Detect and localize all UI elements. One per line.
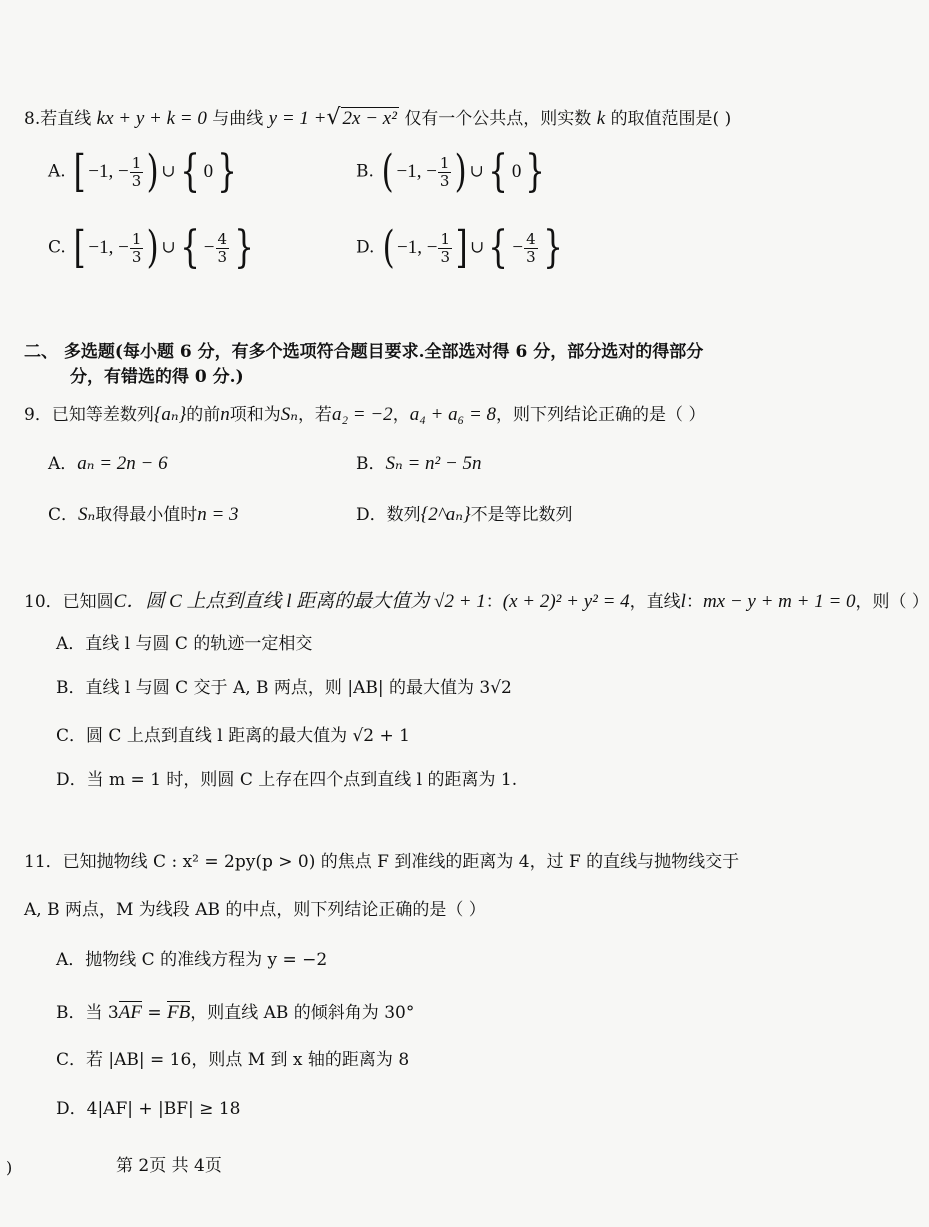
q8-option-c [48, 222, 258, 273]
q9-option-a [48, 452, 168, 476]
q8-b-zero: 0 [511, 161, 522, 183]
q10-colon-2: ： [685, 592, 703, 612]
q8-b-fraction [438, 155, 452, 189]
right-brace-icon: } [234, 222, 254, 273]
right-paren-icon: ) [146, 146, 159, 197]
q10-stem [24, 590, 929, 614]
q9-option-c-label: C． [48, 505, 79, 525]
left-paren-icon: ( [382, 222, 395, 273]
q8-option-b-label: B. [356, 161, 374, 182]
q11-option-b-pre: B．当 3 [56, 1003, 119, 1023]
q8-stem-prefix: 8.若直线 [24, 109, 92, 129]
q10-stem-a: 10．已知圆 [24, 592, 114, 612]
q9-option-b-math: Sₙ = n² − 5n [385, 453, 482, 474]
q9-option-a-math: aₙ = 2n − 6 [77, 453, 168, 474]
sqrt-sign-icon: √ [326, 105, 341, 130]
q8-a-numerator: 1 [131, 154, 142, 172]
q8-d-numerator2: 4 [526, 230, 536, 248]
q8-option-a-label: A. [48, 161, 66, 182]
q8-stem [24, 104, 731, 132]
section2-heading: 二、 多选题(每小题 6 分，有多个选项符合题目要求.全部选对得 6 分，部分选对的得部分 [24, 342, 704, 362]
union-icon: ∪ [161, 237, 176, 258]
q11-vector-fb: FB [167, 1002, 191, 1023]
q8-d-fraction2 [524, 231, 538, 265]
q8-d-fraction [438, 231, 452, 265]
q9-option-d [356, 503, 573, 527]
q9-option-d-text2: 不是等比数列 [470, 505, 573, 525]
q8-d-denominator2: 3 [526, 247, 536, 266]
q11-option-a: A．抛物线 C 的准线方程为 y = −2 [56, 950, 328, 970]
right-brace-icon: } [217, 146, 237, 197]
union-icon: ∪ [470, 237, 485, 258]
q10-line-name: l [680, 591, 686, 612]
q9-option-c [48, 503, 239, 527]
q9-option-c-text: 取得最小值时 [95, 505, 198, 525]
q8-mid-text: 与曲线 [212, 109, 264, 129]
q11-stem-line1: 11．已知抛物线 C : x² = 2py(p > 0) 的焦点 F 到准线的距离为 4，过 F 的直线与抛物线交于 [24, 852, 740, 872]
page-number: 第 2页 共 4页 [116, 1156, 222, 1176]
left-paren-icon: ( [381, 146, 394, 197]
q11-vector-af: AF [118, 1002, 142, 1023]
q10-line-equation: mx − y + m + 1 = 0 [702, 591, 856, 612]
q11-stem-line2: A, B 两点，M 为线段 AB 的中点，则下列结论正确的是（ ） [24, 900, 486, 920]
q8-a-fraction [130, 155, 144, 189]
q9-stem-b: 的前 [186, 405, 221, 425]
q9-stem-a: 9．已知等差数列 [24, 405, 154, 425]
q8-c-fraction [130, 231, 144, 265]
q8-a-zero: 0 [203, 161, 214, 183]
q8-stem-suffix: 仅有一个公共点，则实数 [404, 109, 592, 129]
q8-line-equation: kx + y + k = 0 [96, 108, 207, 129]
q8-c-minus: − [203, 237, 215, 259]
q8-d-minus: − [512, 237, 524, 259]
q8-option-d [356, 222, 567, 273]
q10-option-b: B．直线 l 与圆 C 交于 A, B 两点，则 |AB| 的最大值为 3√2 [56, 678, 512, 698]
q8-k: k [596, 108, 606, 129]
q8-curve-radicand: 2x − x² [342, 108, 397, 129]
right-bracket-icon: ] [455, 222, 468, 273]
q9-stem-d: ，若 [297, 405, 332, 425]
q10-option-a: A．直线 l 与圆 C 的轨迹一定相交 [56, 634, 313, 654]
q8-b-numerator: 1 [439, 154, 450, 172]
q8-option-a [48, 146, 241, 197]
left-bracket-icon: [ [73, 222, 86, 273]
q9-condition-2: a₄ + a₆ = 8 [409, 404, 497, 425]
q9-option-d-label: D． [356, 505, 387, 525]
left-brace-icon: { [488, 146, 508, 197]
q11-option-d: D．4|AF| + |BF| ≥ 18 [56, 1099, 241, 1119]
q9-option-c-math: n = 3 [197, 504, 239, 525]
q9-stem [24, 403, 705, 427]
q10-colon: ： [485, 592, 503, 612]
q8-c-fraction2 [216, 231, 230, 265]
q10-circle-name: C．圆 C 上点到直线 l 距离的最大值为 √2 + 1 [113, 591, 486, 612]
q10-stem-c: ，则（ ） [855, 592, 929, 612]
right-brace-icon: } [542, 222, 563, 273]
q8-c-numerator2: 4 [217, 230, 228, 248]
q11-option-b [56, 1001, 414, 1025]
q8-option-d-label: D. [356, 237, 375, 258]
q8-d-denominator: 3 [440, 247, 450, 266]
q11-option-b-post: ，则直线 AB 的倾斜角为 30° [190, 1003, 415, 1023]
q10-stem-b: ，直线 [629, 592, 681, 612]
q8-c-denominator2: 3 [217, 247, 228, 266]
q8-option-c-label: C. [48, 237, 66, 258]
q8-c-interval-start: −1, − [88, 237, 129, 259]
left-brace-icon: { [488, 222, 509, 273]
q8-b-interval-start: −1, − [396, 161, 437, 183]
q8-option-b [356, 146, 549, 197]
q8-c-numerator: 1 [131, 230, 142, 248]
q9-sequence: {aₙ} [153, 404, 187, 425]
q9-option-d-math: {2^aₙ} [420, 504, 471, 525]
q10-option-d: D．当 m = 1 时，则圆 C 上存在四个点到直线 l 的距离为 1. [56, 770, 518, 790]
q8-c-denominator: 3 [131, 247, 142, 266]
q9-option-d-text1: 数列 [386, 505, 421, 525]
right-paren-icon: ) [146, 222, 159, 273]
q9-stem-e: ，则下列结论正确的是（ ） [496, 405, 706, 425]
q9-option-b [356, 452, 482, 476]
q10-option-c: C．圆 C 上点到直线 l 距离的最大值为 √2 + 1 [56, 726, 410, 746]
right-paren-icon: ) [455, 146, 468, 197]
q9-n: n [220, 404, 230, 425]
union-icon: ∪ [469, 161, 484, 182]
q9-stem-c: 项和为 [229, 405, 281, 425]
section2-heading-cont: 分，有错选的得 0 分.) [70, 367, 244, 387]
q8-d-interval-start: −1, − [397, 237, 438, 259]
q8-d-numerator: 1 [440, 230, 450, 248]
left-bracket-icon: [ [73, 146, 86, 197]
q11-option-c: C．若 |AB| = 16，则点 M 到 x 轴的距离为 8 [56, 1050, 410, 1070]
q8-b-denominator: 3 [439, 171, 450, 190]
q8-a-denominator: 3 [131, 171, 142, 190]
left-brace-icon: { [179, 222, 200, 273]
q9-separator: ， [392, 405, 410, 425]
q9-sn: Sₙ [280, 404, 298, 425]
left-brace-icon: { [179, 146, 200, 197]
q8-stem-end: 的取值范围是( ) [610, 109, 732, 129]
q11-option-b-eq: = [141, 1003, 167, 1023]
q8-curve-equation-left: y = 1 + [268, 108, 327, 129]
union-icon: ∪ [161, 161, 176, 182]
q10-circle-equation: (x + 2)² + y² = 4 [502, 591, 630, 612]
q9-option-c-sn: Sₙ [78, 504, 96, 525]
right-brace-icon: } [525, 146, 546, 197]
q9-option-b-label: B． [356, 454, 386, 474]
q8-a-interval-start: −1, − [88, 161, 129, 183]
q9-option-a-label: A． [48, 454, 78, 474]
footer-mark: ) [6, 1158, 13, 1177]
q9-condition-1: a₂ = −2 [331, 404, 393, 425]
